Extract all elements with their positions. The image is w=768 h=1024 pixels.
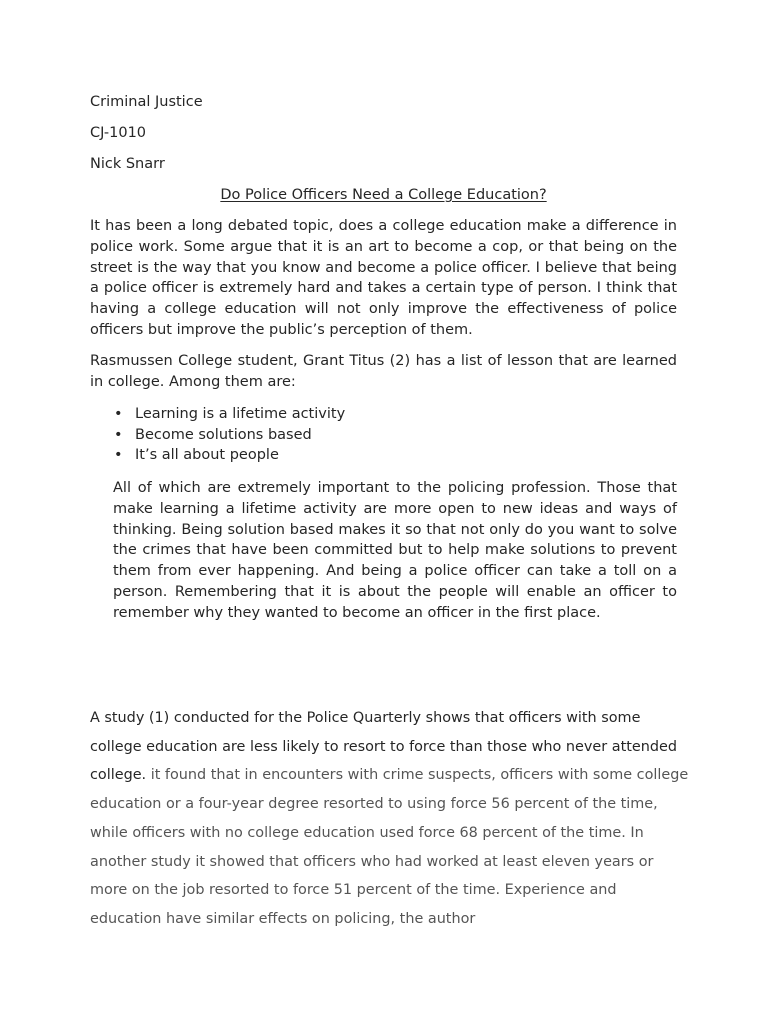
list-item [113,404,345,425]
list-item-text: Become solutions based [135,426,312,443]
rasmussen-paragraph: Rasmussen College student, Grant Titus (2) has a list of lesson that are learned in college. Among them are: [90,353,677,390]
lessons-list [113,404,345,466]
intro-paragraph: It has been a long debated topic, does a college education make a difference in police work. Some argue that it is an art to become a cop, or that being on the street is the way that you know and become a police officer. I believe that being a police officer is extremely hard and takes a certain type of person. I think that having a college education will not only improve the effectiveness of police officers but improve the public’s perception of them. [90,218,677,338]
study-detail-text: it found that in encounters with crime suspects, officers with some college education or a four-year degree resorted to using force 56 percent of the time, while officers with no college education used force 68 percent of the time. In another study it showed that officers who had worked at least eleven years or more on the job resorted to force 51 percent of the time. Experience and education have similar effects on policing, the author [90,767,689,927]
list-item [113,445,345,466]
document-title: Do Police Officers Need a College Education? [220,187,547,203]
bullet-icon: • [114,426,123,443]
course-code: CJ-1010 [90,125,147,141]
author-name: Nick Snarr [90,156,165,172]
lessons-discussion-paragraph: All of which are extremely important to the policing profession. Those that make learning a lifetime activity are more open to new ideas and ways of thinking. Being solution based makes it so that not only do you want to solve the crimes that have been committed but to help make solutions to prevent them from ever happening. And being a police officer can take a toll on a person. Remembering that it is about the people will enable an officer to remember why they wanted to become an officer in the first place. [113,480,677,621]
study-paragraph [90,704,690,934]
list-item-text: It’s all about people [135,447,279,463]
list-item [113,425,345,446]
study-intro-text: A study (1) conducted for the Police Quarterly shows that officers with some college education are less likely to resort to force than those who never attended college. [90,710,677,784]
bullet-icon: • [114,447,123,463]
bullet-icon: • [114,406,123,422]
course-name: Criminal Justice [90,94,203,110]
list-item-text: Learning is a lifetime activity [135,406,346,422]
